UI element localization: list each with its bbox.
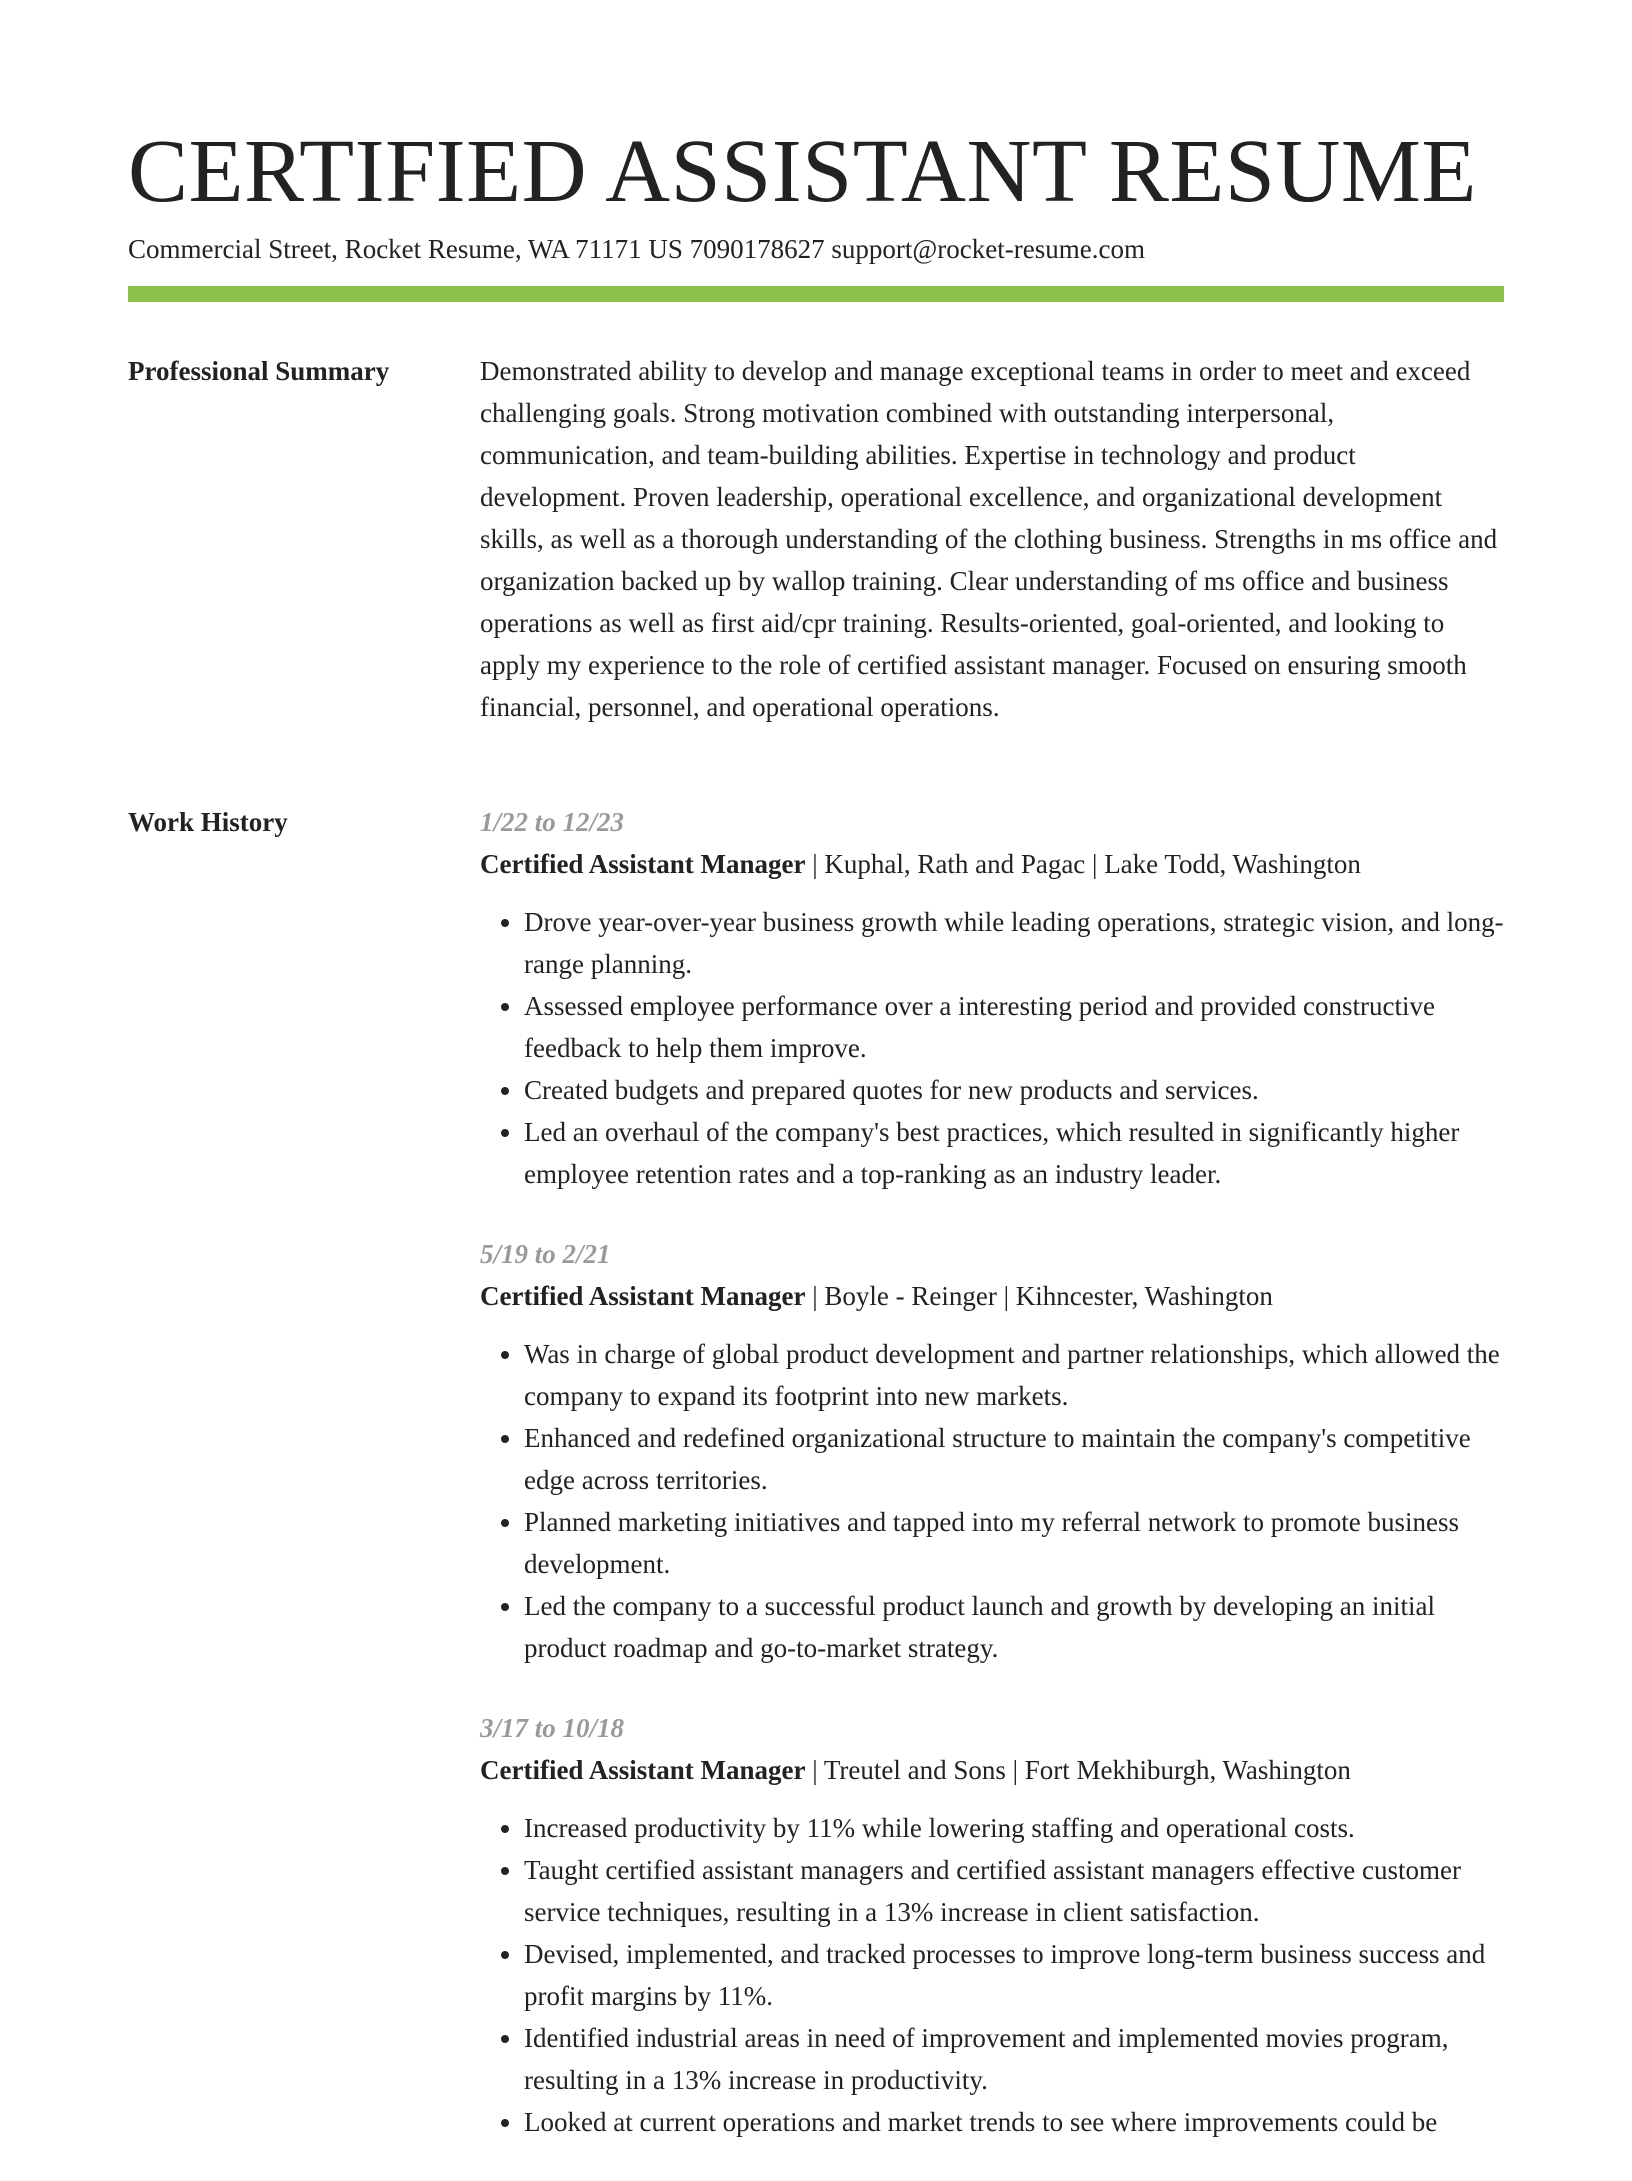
job-bullet: • Enhanced and redefined organizational structure to maintain the company's competitive edge across territories.: [524, 1417, 1504, 1501]
summary-section: [480, 350, 1504, 728]
resume-title: CERTIFIED ASSISTANT RESUME: [128, 122, 1477, 221]
job-bullet: • Drove year-over-year business growth while leading operations, strategic vision, and long-range planning.: [524, 901, 1504, 985]
job-bullet: • Identified industrial areas in need of improvement and implemented movies program, resulting in a 13% increase in productivity.: [524, 2017, 1504, 2101]
contact-line: Commercial Street, Rocket Resume, WA 71171 US 7090178627 support@rocket-resume.com: [128, 234, 1145, 264]
job-bullet: • Increased productivity by 11% while lowering staffing and operational costs.: [524, 1807, 1504, 1849]
job-bullet: • Devised, implemented, and tracked processes to improve long-term business success and profit margins by 11%.: [524, 1933, 1504, 2017]
job-bullet: • Assessed employee performance over a interesting period and provided constructive feedback to help them improve.: [524, 985, 1504, 1069]
job-bullets: [480, 1807, 1504, 2143]
job-bullet: • Led the company to a successful product launch and growth by developing an initial product roadmap and go-to-market strategy.: [524, 1585, 1504, 1669]
job-entry: [480, 1707, 1504, 2143]
job-date: 3/17 to 10/18: [480, 1713, 625, 1743]
job-title: Certified Assistant Manager: [480, 1755, 806, 1785]
job-details: | Treutel and Sons | Fort Mekhiburgh, Washington: [805, 1755, 1351, 1785]
job-heading: [480, 1749, 1504, 1791]
work-history-section: [480, 801, 1504, 2181]
job-details: | Kuphal, Rath and Pagac | Lake Todd, Washington: [805, 849, 1361, 879]
job-date: 1/22 to 12/23: [480, 807, 625, 837]
job-bullets: [480, 1333, 1504, 1669]
job-heading: [480, 843, 1504, 885]
job-bullet: • Looked at current operations and market trends to see where improvements could be: [524, 2101, 1504, 2143]
job-bullet: • Led an overhaul of the company's best practices, which resulted in significantly higher employee retention rates and a top-ranking as an industry leader.: [524, 1111, 1504, 1195]
job-bullet: • Was in charge of global product development and partner relationships, which allowed the company to expand its footprint into new markets.: [524, 1333, 1504, 1417]
summary-text: Demonstrated ability to develop and manage exceptional teams in order to meet and exceed challenging goals. Strong motivation combined with outstanding interpersonal, communication, and team-building abilities. Expertise in technology and product development. Proven leadership, operational excellence, and organizational development skills, as well as a thorough understanding of the clothing business. Strengths in ms office and organization backed up by wallop training. Clear understanding of ms office and business operations as well as first aid/cpr training. Results-oriented, goal-oriented, and looking to apply my experience to the role of certified assistant manager. Focused on ensuring smooth financial, personnel, and operational operations.: [480, 356, 1498, 722]
job-entry: [480, 1233, 1504, 1669]
job-bullet: • Planned marketing initiatives and tapped into my referral network to promote business development.: [524, 1501, 1504, 1585]
job-entry: [480, 801, 1504, 1195]
job-bullet: • Taught certified assistant managers and certified assistant managers effective customer service techniques, resulting in a 13% increase in client satisfaction.: [524, 1849, 1504, 1933]
work-history-label: Work History: [128, 807, 288, 837]
job-heading: [480, 1275, 1504, 1317]
job-details: | Boyle - Reinger | Kihncester, Washington: [805, 1281, 1273, 1311]
job-bullets: [480, 901, 1504, 1195]
header-divider: [128, 286, 1504, 302]
job-title: Certified Assistant Manager: [480, 1281, 806, 1311]
summary-label: Professional Summary: [128, 356, 390, 386]
job-date: 5/19 to 2/21: [480, 1239, 611, 1269]
job-bullet: • Created budgets and prepared quotes for new products and services.: [524, 1069, 1504, 1111]
job-title: Certified Assistant Manager: [480, 849, 806, 879]
